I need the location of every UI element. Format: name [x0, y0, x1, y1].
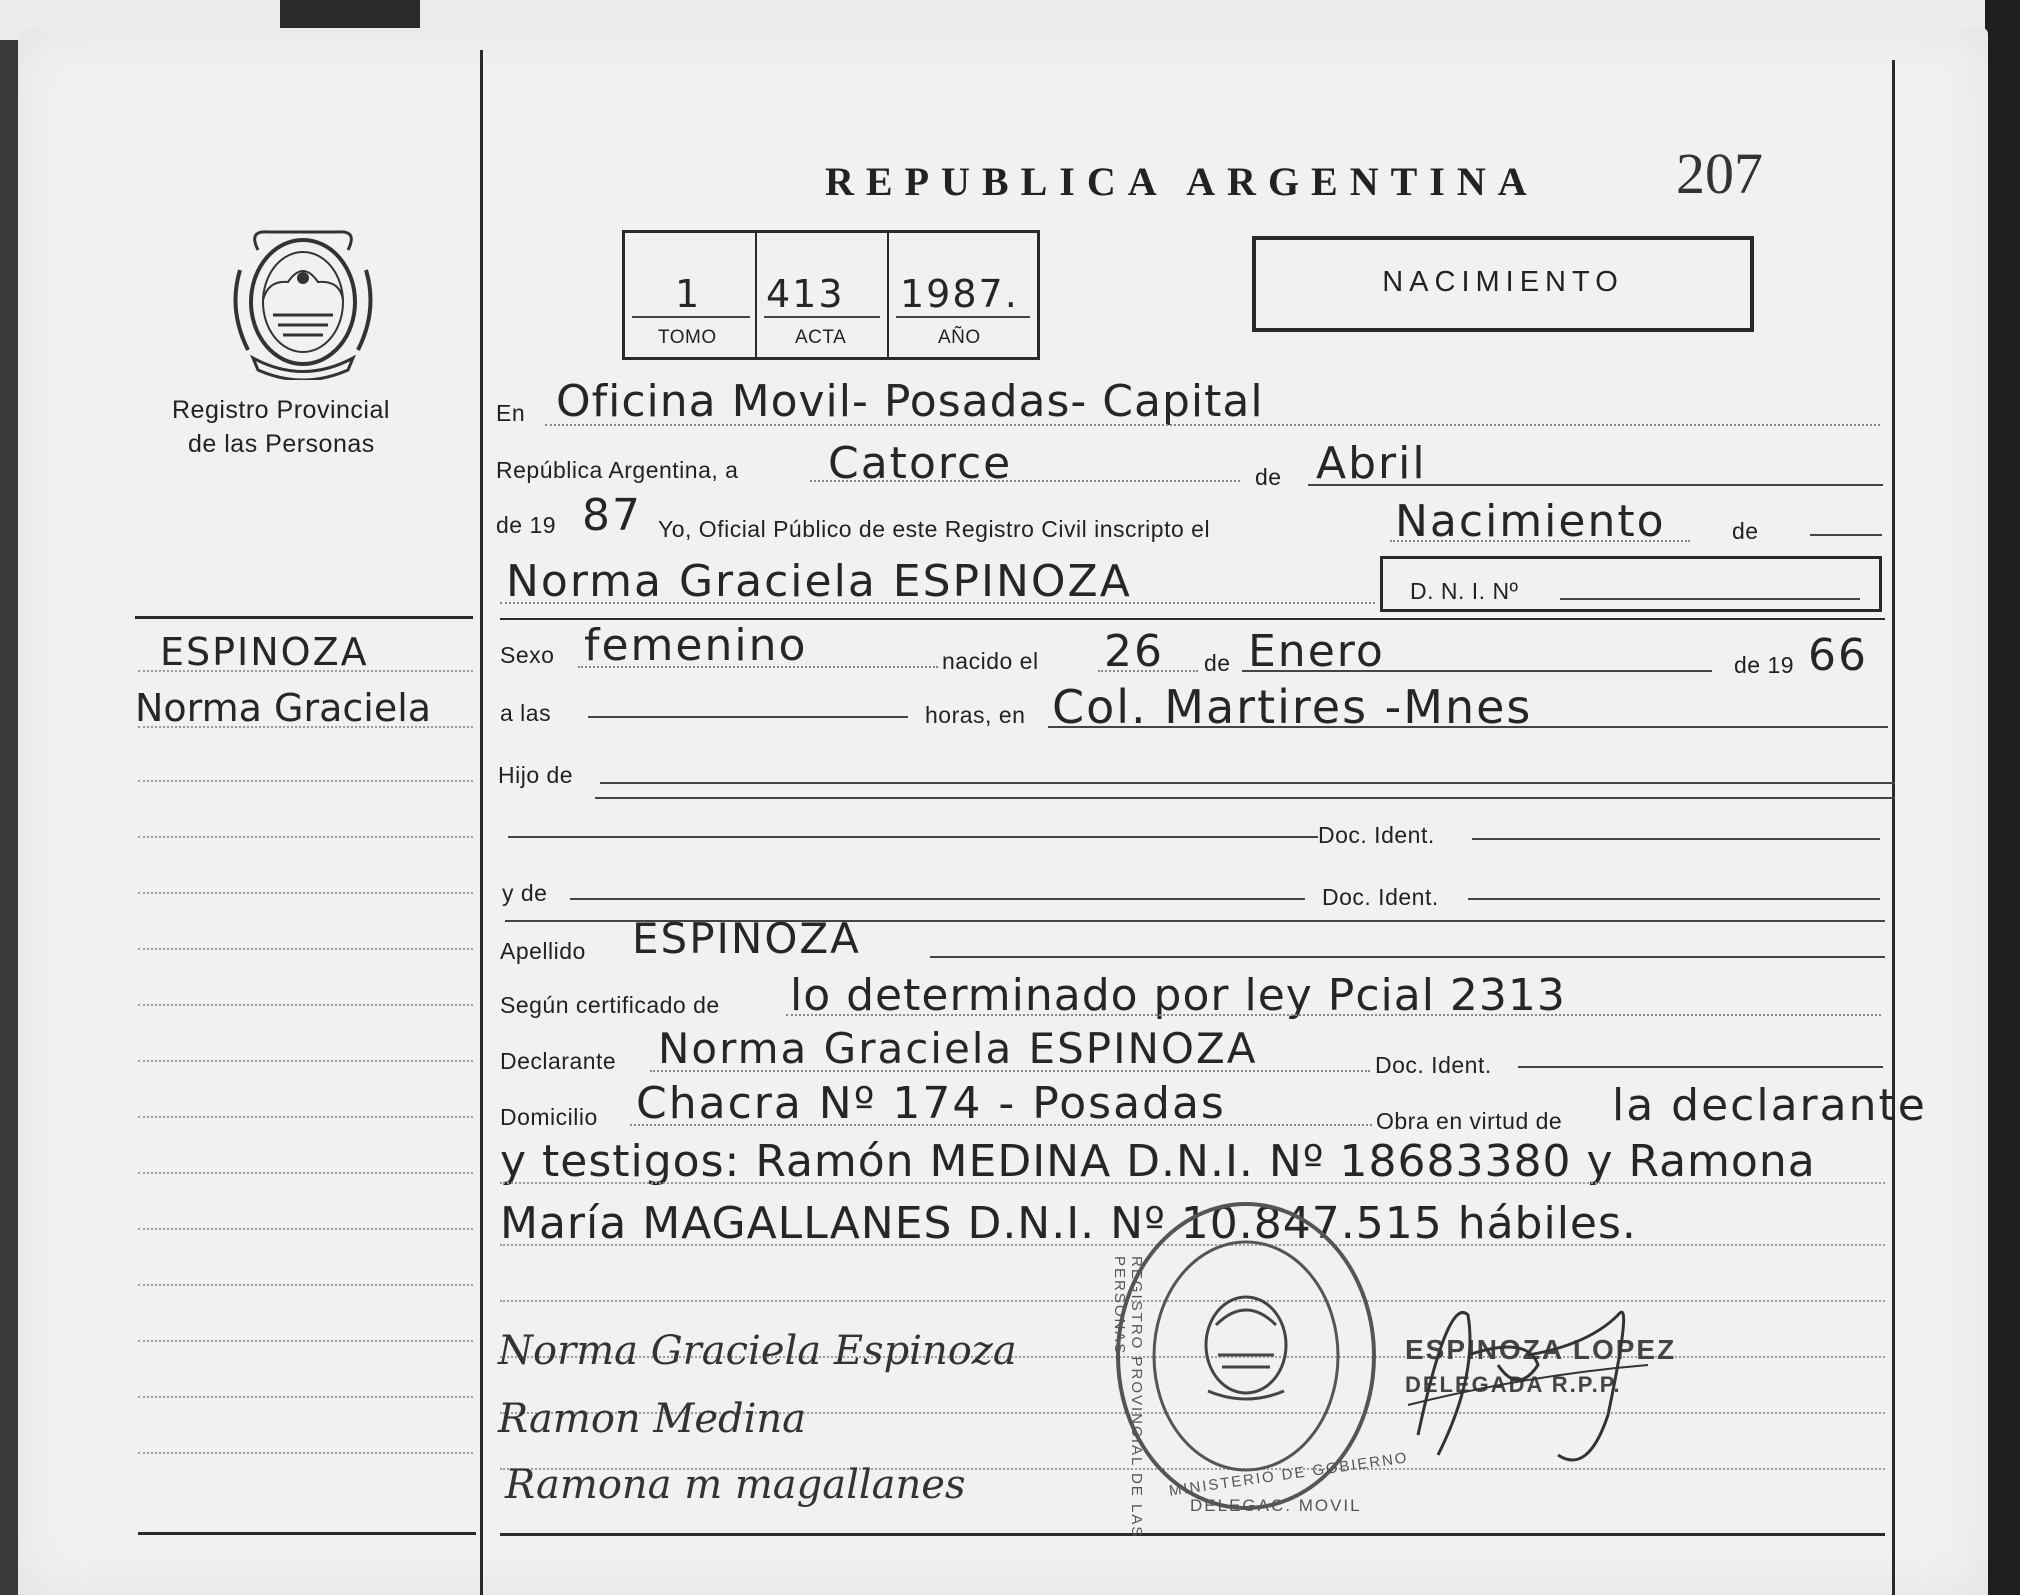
misiones-emblem-icon	[228, 220, 378, 380]
father-line	[508, 836, 1318, 838]
registry-name-line1: Registro Provincial	[172, 396, 390, 424]
declarante-label: Declarante	[500, 1048, 617, 1074]
inscripto-value: Nacimiento	[1395, 496, 1666, 547]
margin-line	[138, 1396, 473, 1398]
stamp-delegacion: DELEGAC. MOVIL	[1190, 1496, 1362, 1515]
hijo-line-2	[595, 797, 1895, 799]
folio-number: 207	[1676, 141, 1763, 206]
margin-given-names: Norma Graciela	[135, 686, 432, 730]
margin-line	[138, 1284, 473, 1286]
record-type-label: NACIMIENTO	[1382, 266, 1624, 298]
country-title: REPUBLICA ARGENTINA	[825, 159, 1539, 204]
birth-day: 26	[1104, 626, 1164, 677]
doc-ident-label-3: Doc. Ident.	[1375, 1052, 1492, 1078]
de2-line	[1810, 534, 1882, 536]
record-box-underline	[896, 316, 1030, 318]
delegate-seal-name: ESPINOZA LOPEZ	[1405, 1334, 1677, 1365]
year-value: 87	[582, 490, 642, 541]
day-line	[810, 480, 1240, 482]
name-line	[500, 602, 1375, 604]
apellido-line	[930, 956, 1885, 958]
ano-label: AÑO	[938, 327, 981, 348]
en-label: En	[496, 400, 526, 426]
form-bottom-rule	[500, 1533, 1885, 1536]
background-right-edge	[1985, 0, 2020, 1595]
ano-value: 1987.	[900, 272, 1019, 316]
domicilio-label: Domicilio	[500, 1104, 598, 1130]
a-las-label: a las	[500, 700, 552, 726]
margin-line	[138, 1172, 473, 1174]
witnesses-line-1-rule	[500, 1182, 1885, 1184]
dni-line	[1560, 598, 1860, 600]
margin-line	[138, 1060, 473, 1062]
birth-year-prefix: de 19	[1734, 652, 1795, 678]
declarante-value: Norma Graciela ESPINOZA	[658, 1024, 1258, 1073]
delegate-seal-role: DELEGADA R.P.P.	[1405, 1372, 1622, 1397]
certificado-line	[786, 1014, 1881, 1016]
signature-declarante: Norma Graciela Espinoza	[498, 1328, 1017, 1374]
yo-text: Yo, Oficial Público de este Registro Civil inscripto el	[658, 516, 1211, 542]
y-de-label: y de	[502, 880, 548, 906]
registry-name-line2: de las Personas	[188, 430, 375, 458]
doc-ident-label-1: Doc. Ident.	[1318, 822, 1435, 848]
domicilio-line	[630, 1124, 1372, 1126]
a-las-line	[588, 716, 908, 718]
record-box-divider	[887, 233, 889, 357]
doc-ident-line-2	[1468, 898, 1880, 900]
declarante-line	[650, 1070, 1370, 1072]
y-de-line	[570, 898, 1305, 900]
acta-value: 413	[766, 272, 845, 316]
record-box-divider	[755, 233, 757, 357]
record-box-underline	[632, 316, 750, 318]
birth-place-line	[1048, 726, 1888, 728]
margin-line	[138, 726, 473, 728]
margin-line	[138, 1116, 473, 1118]
record-box-underline	[764, 316, 880, 318]
hijo-label: Hijo de	[498, 762, 574, 788]
birth-place: Col. Martires -Mnes	[1052, 680, 1533, 734]
delegate-signature-icon	[1378, 1255, 1678, 1495]
margin-bottom-rule	[138, 1532, 476, 1535]
month-value: Abril	[1316, 438, 1427, 489]
doc-ident-line-3	[1518, 1066, 1883, 1068]
inscripto-line	[1390, 540, 1690, 542]
signature-witness-2: Ramona m magallanes	[505, 1462, 966, 1508]
doc-ident-label-2: Doc. Ident.	[1322, 884, 1439, 910]
margin-line	[138, 780, 473, 782]
margin-line	[138, 670, 473, 672]
birth-month: Enero	[1248, 626, 1385, 677]
hijo-line	[600, 782, 1895, 784]
margin-line	[138, 892, 473, 894]
sexo-value: femenino	[584, 620, 808, 671]
apellido-value: ESPINOZA	[632, 914, 861, 963]
birth-month-line	[1242, 670, 1712, 672]
margin-line	[138, 1340, 473, 1342]
margin-column-divider	[480, 50, 483, 1595]
domicilio-value: Chacra Nº 174 - Posadas	[636, 1078, 1226, 1129]
month-line	[1308, 484, 1883, 486]
tomo-label: TOMO	[658, 327, 717, 348]
republica-label: República Argentina, a	[496, 457, 739, 483]
right-border	[1892, 60, 1895, 1595]
birth-day-line	[1098, 670, 1198, 672]
dni-label: D. N. I. Nº	[1410, 578, 1519, 604]
en-value: Oficina Movil- Posadas- Capital	[556, 376, 1264, 427]
obra-label: Obra en virtud de	[1376, 1108, 1563, 1134]
apellido-label: Apellido	[500, 938, 586, 964]
en-line	[545, 424, 1880, 426]
stamp-ring-text: REGISTRO PROVINCIAL DE LAS PERSONAS	[1111, 1256, 1145, 1539]
doc-ident-line-1	[1472, 838, 1880, 840]
de-label-2: de	[1732, 518, 1759, 544]
margin-surname: ESPINOZA	[160, 630, 369, 674]
certificado-value: lo determinado por ley Pcial 2313	[790, 970, 1566, 1021]
margin-line	[138, 1452, 473, 1454]
background-shadow	[280, 0, 420, 30]
year-prefix: de 19	[496, 512, 557, 538]
margin-line	[138, 1228, 473, 1230]
day-value: Catorce	[828, 438, 1013, 489]
acta-label: ACTA	[795, 327, 847, 348]
margin-top-rule	[135, 616, 473, 619]
de-label-1: de	[1255, 464, 1282, 490]
margin-line	[138, 948, 473, 950]
tomo-value: 1	[675, 272, 702, 316]
registered-name: Norma Graciela ESPINOZA	[506, 556, 1132, 607]
sexo-line	[578, 666, 938, 668]
margin-line	[138, 1004, 473, 1006]
horas-label: horas, en	[925, 702, 1026, 728]
margin-line	[138, 836, 473, 838]
obra-value: la declarante	[1612, 1080, 1927, 1131]
nacido-label: nacido el	[942, 648, 1039, 674]
certificado-label: Según certificado de	[500, 992, 720, 1018]
stamp-ring-text-bottom: MINISTERIO DE GOBIERNO	[1167, 1449, 1410, 1500]
witnesses-line-2: María MAGALLANES D.N.I. Nº 10.847.515 hábiles.	[500, 1198, 1637, 1249]
birth-year: 66	[1808, 630, 1868, 681]
sexo-label: Sexo	[500, 642, 555, 668]
witnesses-line-1: y testigos: Ramón MEDINA D.N.I. Nº 18683380 y Ramona	[500, 1136, 1816, 1187]
signature-witness-1: Ramon Medina	[498, 1396, 807, 1442]
de-label-3: de	[1204, 650, 1231, 676]
